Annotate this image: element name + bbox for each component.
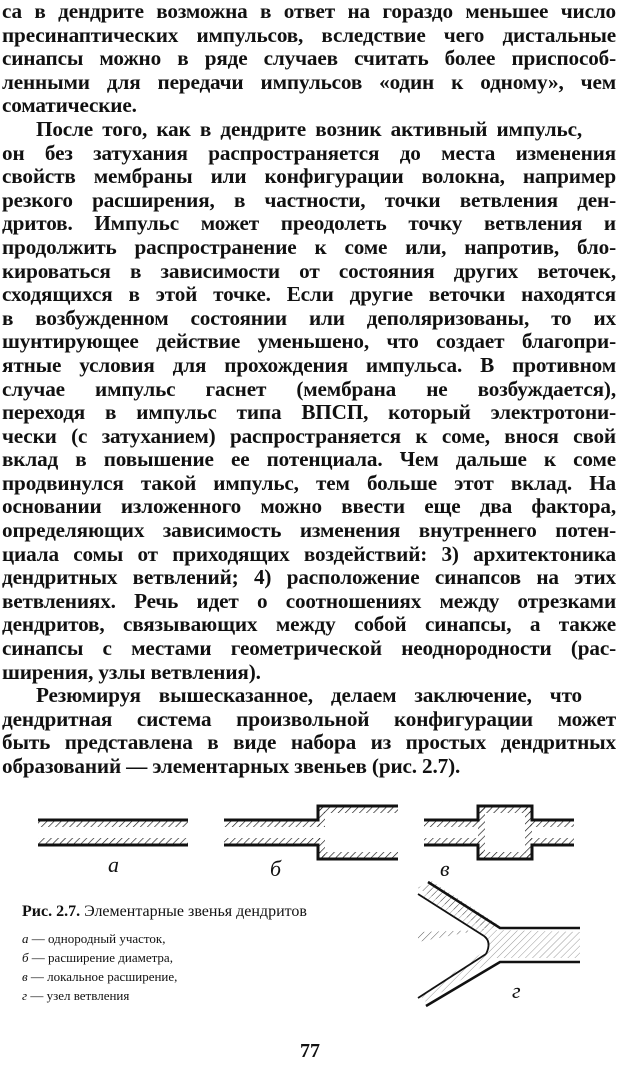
label-b: б <box>270 856 282 881</box>
label-v: в <box>440 856 450 881</box>
text-line-content: продолжить распространение к соме или, напротив, бло- <box>2 234 616 259</box>
text-line <box>2 731 616 755</box>
text-line <box>2 165 616 189</box>
legend-letter: б <box>22 950 29 965</box>
text-line-content: быть представлена в виде набора из простых дендритных <box>2 730 616 755</box>
text-line <box>2 543 616 567</box>
text-line-content: продвинулся такой импульс, тем больше этот вклад. На <box>2 470 616 495</box>
text-line <box>2 118 616 142</box>
text-line-content: дритов. Импульс может преодолеть точку ветвления и <box>2 211 616 236</box>
text-line-content: циала сомы от приходящих воздействий: 3) архитектоника <box>2 541 616 566</box>
legend-letter: а <box>22 931 29 946</box>
legend-text: — узел ветвления <box>27 988 130 1003</box>
caption-title <box>22 902 322 921</box>
caption-text: Элементарные звенья дендритов <box>84 903 307 920</box>
text-line <box>2 637 616 661</box>
text-line-content: са в дендрите возможна в ответ на гораздо меньшее число <box>2 0 616 23</box>
text-line-content: шунтирующее действие уменьшено, что создает благопри- <box>2 329 616 354</box>
page-number: 77 <box>300 1040 320 1062</box>
segment-uniform <box>38 820 188 845</box>
legend-item <box>22 967 322 986</box>
text-line <box>2 0 616 24</box>
text-line-content: образований — элементарных звеньев (рис. 2.7). <box>2 754 461 778</box>
text-line-content: дендритных ветвлений; 4) расположение синапсов на этих <box>2 565 616 590</box>
branching-node <box>418 880 580 1006</box>
legend-text: — однородный участок, <box>28 931 166 946</box>
text-line <box>2 330 616 354</box>
legend-item <box>22 929 322 948</box>
label-a: а <box>108 852 119 877</box>
text-line <box>2 283 616 307</box>
segment-widening <box>224 806 398 859</box>
text-line-content: ятные условия для прохождения импульса. В противном <box>2 352 616 377</box>
text-line-content: соматические. <box>2 93 137 118</box>
text-line <box>2 24 616 48</box>
text-line <box>2 472 616 496</box>
text-line-content: сходящихся в этой точке. Если другие веточки находятся <box>2 282 616 307</box>
text-line-content: определяющих зависимость изменения внутреннего потен- <box>2 518 616 543</box>
text-line-content: Резюмируя вышесказанное, делаем заключение, что <box>36 683 582 708</box>
text-line <box>2 661 616 685</box>
text-line-content: дендритов, связывающих между собой синапсы, а также <box>2 612 616 637</box>
caption-prefix: Рис. 2.7. <box>22 903 81 920</box>
text-line <box>2 354 616 378</box>
figure-2-7 <box>0 790 620 1030</box>
text-line <box>2 260 616 284</box>
text-line-content: кироваться в зависимости от состояния других веточек, <box>2 258 616 283</box>
text-line <box>2 189 616 213</box>
text-line-content: синапсы с местами геометрической неоднородности (рас- <box>2 636 616 661</box>
legend-text: — расширение диаметра, <box>28 950 173 965</box>
text-line <box>2 590 616 614</box>
text-line <box>2 495 616 519</box>
text-line-content: основании изложенного можно ввести еще два фактора, <box>2 494 616 519</box>
legend-letter: в <box>22 969 28 984</box>
text-line <box>2 307 616 331</box>
text-line <box>2 755 616 779</box>
text-line <box>2 378 616 402</box>
text-line-content: После того, как в дендрите возник активный импульс, <box>36 116 582 141</box>
text-line-content: в возбужденном состоянии или деполяризованы, то их <box>2 305 616 330</box>
text-line <box>2 401 616 425</box>
text-line <box>2 212 616 236</box>
text-line <box>2 613 616 637</box>
text-line <box>2 142 616 166</box>
text-line <box>2 448 616 472</box>
body-text <box>2 0 616 779</box>
text-line <box>2 684 616 708</box>
text-line-content: свойств мембраны или конфигурации волокна, например <box>2 164 616 189</box>
text-line <box>2 236 616 260</box>
text-line-content: он без затухания распространяется до места изменения <box>2 140 616 165</box>
caption-legend <box>22 929 322 1005</box>
legend-letter: г <box>22 988 28 1003</box>
legend-text: — локальное расширение, <box>27 969 178 984</box>
legend-item <box>22 948 322 967</box>
text-line <box>2 425 616 449</box>
text-line-content: пресинаптических импульсов, вследствие чего дистальные <box>2 22 616 47</box>
text-line-content: резкого расширения, в частности, точки ветвления ден- <box>2 187 616 212</box>
text-line <box>2 566 616 590</box>
text-line-content: случае импульс гаснет (мембрана не возбуждается), <box>2 376 616 401</box>
text-line <box>2 71 616 95</box>
text-line-content: вклад в повышение ее потенциала. Чем дальше к соме <box>2 447 616 472</box>
text-line-content: переходя в импульс типа ВПСП, который электротони- <box>2 400 616 425</box>
text-line-content: ширения, узлы ветвления). <box>2 659 261 684</box>
text-line-content: чески (с затуханием) распространяется к соме, внося свой <box>2 423 616 448</box>
segment-local-widening <box>424 806 574 859</box>
text-line <box>2 708 616 732</box>
text-line-content: синапсы можно в ряде случаев считать более приспособ- <box>2 46 616 71</box>
text-line-content: ленными для передачи импульсов «один к одному», чем <box>2 69 616 94</box>
text-line <box>2 94 616 118</box>
legend-item <box>22 986 322 1005</box>
label-g: г <box>512 978 521 1003</box>
text-line <box>2 519 616 543</box>
text-line-content: ветвлениях. Речь идет о соотношениях между отрезками <box>2 588 616 613</box>
text-line <box>2 47 616 71</box>
figure-caption <box>22 902 322 1005</box>
text-line-content: дендритная система произвольной конфигурации может <box>2 706 616 731</box>
